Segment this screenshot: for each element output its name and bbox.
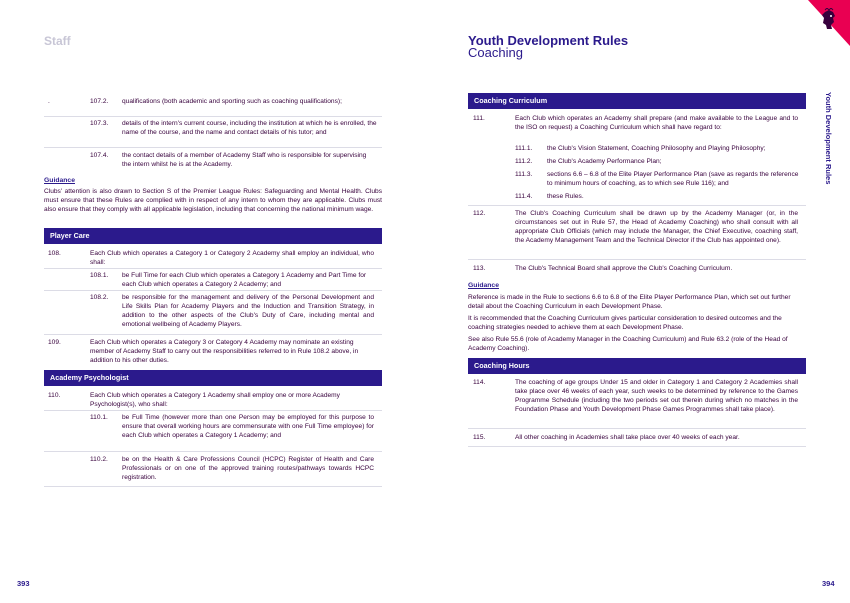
divider <box>44 410 382 411</box>
player-care-heading: Player Care <box>44 228 382 244</box>
rule-number: 112. <box>473 210 486 217</box>
rule-text: the contact details of a member of Academy Staff who is responsible for supervising the intern whilst he is at the Academy. <box>122 152 367 168</box>
rule-109 <box>44 338 382 365</box>
rule-number: 111.1. <box>515 145 533 152</box>
academy-psychologist-heading: Academy Psychologist <box>44 370 382 386</box>
guidance-text: Clubs' attention is also drawn to Section S of the Premier League Rules: Safeguarding and Mental Health. Clubs must ensure that these Rules are complied with in respect of any intern to whom they are applicable. Clubs must also ensure that they comply with all applicable legislation, including that concerning the national minimum wage. <box>44 188 382 213</box>
page-number-left: 393 <box>17 579 30 588</box>
divider <box>468 428 806 429</box>
rule-number: 111. <box>473 115 485 122</box>
section-title: Staff <box>44 34 71 48</box>
guidance-paragraph: See also Rule 55.6 (role of Academy Manager in the Coaching Curriculum) and Rule 63.2 (role of the Head of Academy Coaching). <box>468 336 788 352</box>
rule-110-1 <box>44 413 382 449</box>
rule-number: 110. <box>48 392 61 399</box>
rule-text: details of the intern's current course, including the institution at which he is enrolled, the name of the course, and the name and contact details of his tutor; and <box>122 120 377 136</box>
rule-number: 108.1. <box>90 272 109 279</box>
rule-text: Each Club which operates a Category 1 Academy shall employ one or more Academy Psychologist(s), who shall: <box>90 392 340 408</box>
rule-111-2 <box>468 157 806 166</box>
rule-107-3 <box>44 119 382 146</box>
rule-lead: . <box>48 98 50 105</box>
rule-number: 107.3. <box>90 120 109 127</box>
rule-text: qualifications (both academic and sporting such as coaching qualifications); <box>122 98 342 105</box>
divider <box>44 116 382 117</box>
rule-number: 110.2. <box>90 456 108 463</box>
rule-number: 115. <box>473 434 486 441</box>
coaching-curriculum-heading: Coaching Curriculum <box>468 93 806 109</box>
rule-text: All other coaching in Academies shall take place over 40 weeks of each year. <box>515 434 740 441</box>
rule-114 <box>468 378 806 423</box>
page-number-right: 394 <box>822 579 835 588</box>
rule-number: 108. <box>48 250 61 257</box>
divider <box>44 451 382 452</box>
rule-111-1 <box>468 144 806 153</box>
guidance-paragraph: Reference is made in the Rule to sections 6.6 to 6.8 of the Elite Player Performance Plan, which set out further detail about the Coaching Curriculum in each Development Phase. <box>468 294 791 310</box>
rule-110 <box>44 391 382 409</box>
rule-text: The coaching of age groups Under 15 and older in Category 1 and Category 2 Academies shall take place over 46 weeks of each year, such weeks to be determined by reference to the Games Programme Schedule (including the two periods set out therein during which no matches in the Foundation Phase and Youth Development Phase Games Programmes shall take place). <box>515 379 798 413</box>
divider <box>44 268 382 269</box>
rule-text: The Club's Technical Board shall approve the Club's Coaching Curriculum. <box>515 265 733 272</box>
rule-number: 109. <box>48 339 61 346</box>
rule-115 <box>468 433 806 442</box>
divider <box>468 259 806 260</box>
rule-number: 111.4. <box>515 193 533 200</box>
rule-text: the Club's Vision Statement, Coaching Philosophy and Playing Philosophy; <box>547 145 766 152</box>
rule-text: be on the Health & Care Professions Council (HCPC) Register of Health and Care Professionals or on one of the approved training routes/pathways towards HCPC registration. <box>122 456 374 481</box>
rule-108 <box>44 249 382 267</box>
guidance-heading: Guidance <box>468 282 499 289</box>
rule-number: 113. <box>473 265 486 272</box>
divider <box>44 334 382 335</box>
rule-number: 108.2. <box>90 294 109 301</box>
rule-text: be Full Time (however more than one Person may be employed for this purpose to ensure that overall working hours are commensurate with one Full Time employee) for each Club which operates a Category 1 Academy; and <box>122 414 374 439</box>
rule-text: be responsible for the management and delivery of the Personal Development and Life Skills Plan for Academy Players and the Induction and Transition Strategy, in addition to the other aspects of the Club's Duty of Care, including mental and emotional wellbeing of Academy Players. <box>122 294 374 328</box>
rule-number: 110.1. <box>90 414 108 421</box>
rule-number: 114. <box>473 379 486 386</box>
rule-111-4 <box>468 192 806 201</box>
rule-text: sections 6.6 – 6.8 of the Elite Player Performance Plan (save as regards the reference to minimum hours of coaching, as to which see Rule 116); and <box>547 171 799 187</box>
rule-text: the Club's Academy Performance Plan; <box>547 158 662 165</box>
page-title: Youth Development Rules <box>468 33 629 48</box>
divider <box>468 205 806 206</box>
page-subtitle: Coaching <box>468 45 523 60</box>
guidance-heading: Guidance <box>44 177 75 184</box>
rule-113 <box>468 264 806 273</box>
rule-text: these Rules. <box>547 193 584 200</box>
rule-112 <box>468 209 806 254</box>
rule-number: 111.2. <box>515 158 533 165</box>
rule-111-3 <box>468 170 806 188</box>
divider <box>44 290 382 291</box>
rule-number: 107.2. <box>90 98 109 105</box>
rule-107-4 <box>44 151 382 169</box>
rule-text: Each Club which operates an Academy shall prepare (and make available to the League and to the ISO on request) a Coaching Curriculum which shall have regard to: <box>515 115 798 131</box>
vertical-section-label: Youth Development Rules <box>824 92 833 185</box>
rule-text: be Full Time for each Club which operates a Category 1 Academy and Part Time for each Club which operates a Category 2 Academy; and <box>122 272 367 288</box>
divider <box>44 147 382 148</box>
rule-number: 111.3. <box>515 171 533 178</box>
rule-107-2 <box>44 97 382 115</box>
rule-text: Each Club which operates a Category 1 or Category 2 Academy shall employ an individual, who shall: <box>90 250 374 266</box>
rule-text: The Club's Coaching Curriculum shall be drawn up by the Academy Manager (or, in the circumstances set out in Rule 57, the Head of Academy Coaching) who shall consult with all appropriate Club Officials (which may include the Manager, the Chief Executive, coaching staff, the Academy Management Team and the Technical Director if the Club has appointed one). <box>515 210 798 244</box>
coaching-hours-heading: Coaching Hours <box>468 358 806 374</box>
rule-108-2 <box>44 293 382 329</box>
rule-number: 107.4. <box>90 152 109 159</box>
guidance-paragraph: It is recommended that the Coaching Curriculum gives particular consideration to desired outcomes and the coaching strategies needed to achieve them at each Development Phase. <box>468 315 782 331</box>
rule-111 <box>468 114 806 141</box>
premier-league-lion-icon <box>818 8 840 32</box>
rule-108-1 <box>44 271 382 289</box>
rule-text: Each Club which operates a Category 3 or Category 4 Academy may nominate an existing member of Academy Staff to carry out the responsibilities referred to in Rule 108.2 above, in addition to his other duties. <box>90 339 359 364</box>
divider <box>468 446 806 447</box>
divider <box>44 486 382 487</box>
rule-110-2 <box>44 455 382 482</box>
